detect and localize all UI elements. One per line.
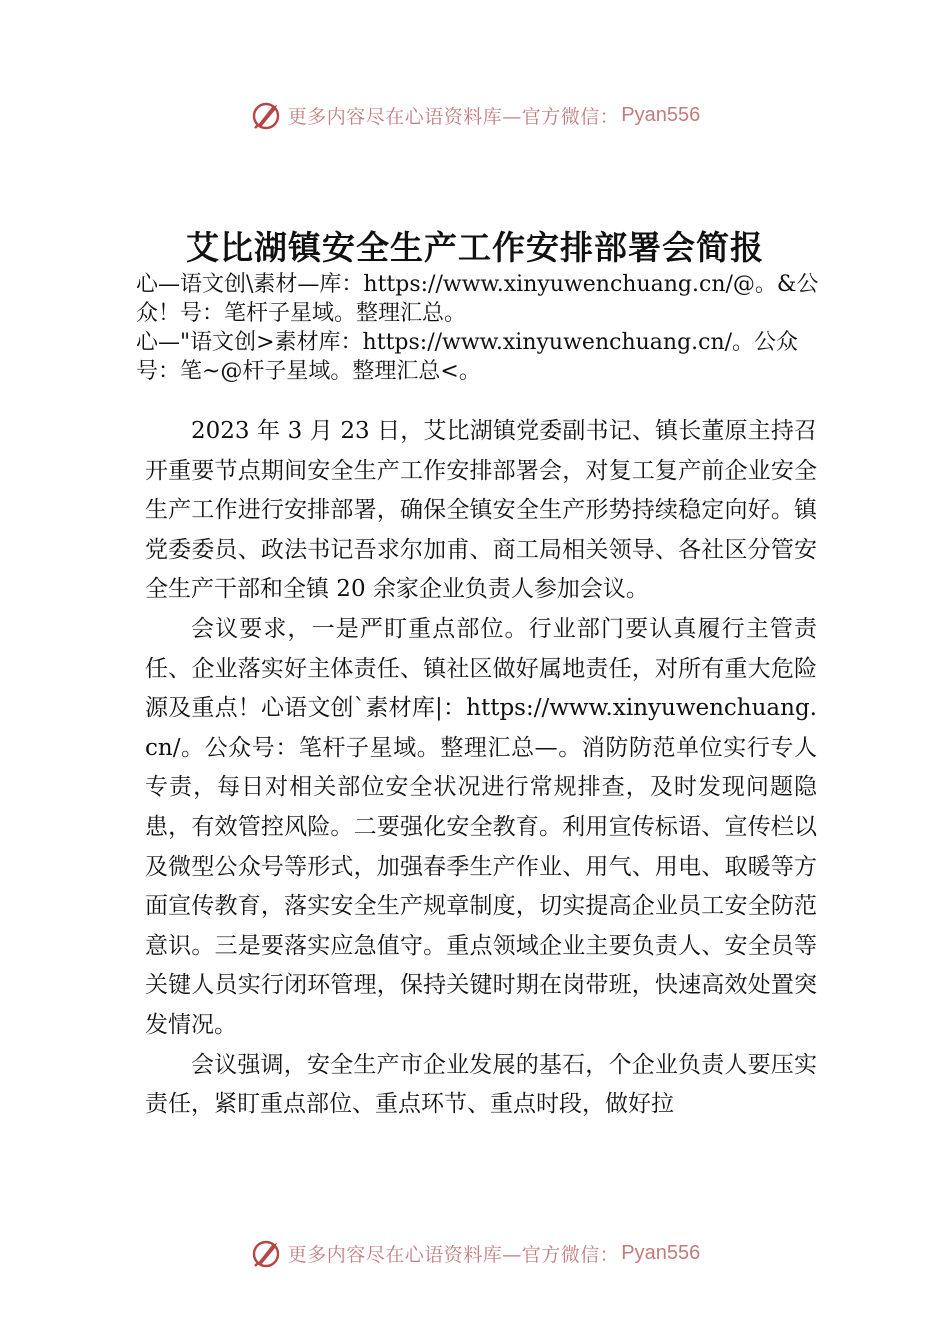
pen-logo-icon	[250, 1236, 284, 1270]
paragraph-1: 2023 年 3 月 23 日，艾比湖镇党委副书记、镇长董原主持召开重要节点期间安全生产工作安排部署会，对复工复产前企业安全生产工作进行安排部署，确保全镇安全生产形势持续稳定向好。镇党委委员、政法书记吾求尔加甫、商工局相关领导、各社区分管安全生产干部和全镇 20 余家企业负责人参加会议。	[145, 418, 817, 603]
paragraph-3: 会议强调，安全生产市企业发展的基石，个企业负责人要压实责任，紧盯重点部位、重点环节、重点时段，做好拉	[145, 1051, 817, 1118]
footer-banner	[0, 1233, 950, 1273]
watermark-line-1: 心—语文创\素材—库：https://www.xinyuwenchuang.cn/@。&公众！号：笔杆子星域。整理汇总。	[136, 272, 819, 326]
watermark-line-2: 心—"语文创>素材库：https://www.xinyuwenchuang.cn/。公众号：笔~@杆子星域。整理汇总<。	[136, 330, 799, 384]
banner-wechat-id: Pyan556	[621, 1241, 701, 1264]
paragraph-2: 会议要求，一是严盯重点部位。行业部门要认真履行主管责任、企业落实好主体责任、镇社区做好属地责任，对所有重大危险源及重点！心语文创`素材库|：https://www.xinyuwenchuang.cn/。公众号：笔杆子星域。整理汇总—。消防防范单位实行专人专责，每日对相关部位安全状况进行常规排查，及时发现问题隐患，有效管控风险。二要强化安全教育。利用宣传标语、宣传栏以及微型公众号等形式，加强春季生产作业、用气、用电、取暖等方面宣传教育，落实安全生产规章制度，切实提高企业员工安全防范意识。三是要落实应急值守。重点领域企业主要负责人、安全员等关键人员实行闭环管理，保持关键时期在岗带班，快速高效处置突发情况。	[145, 615, 817, 1038]
header-banner	[0, 95, 950, 135]
pen-logo-icon	[250, 98, 284, 132]
banner-text: 更多内容尽在心语资料库—官方微信：	[287, 105, 620, 128]
banner-text: 更多内容尽在心语资料库—官方微信：	[287, 1243, 620, 1266]
document-body	[145, 412, 817, 1125]
document-title: 艾比湖镇安全生产工作安排部署会简报	[186, 228, 764, 267]
banner-wechat-id: Pyan556	[621, 103, 701, 126]
